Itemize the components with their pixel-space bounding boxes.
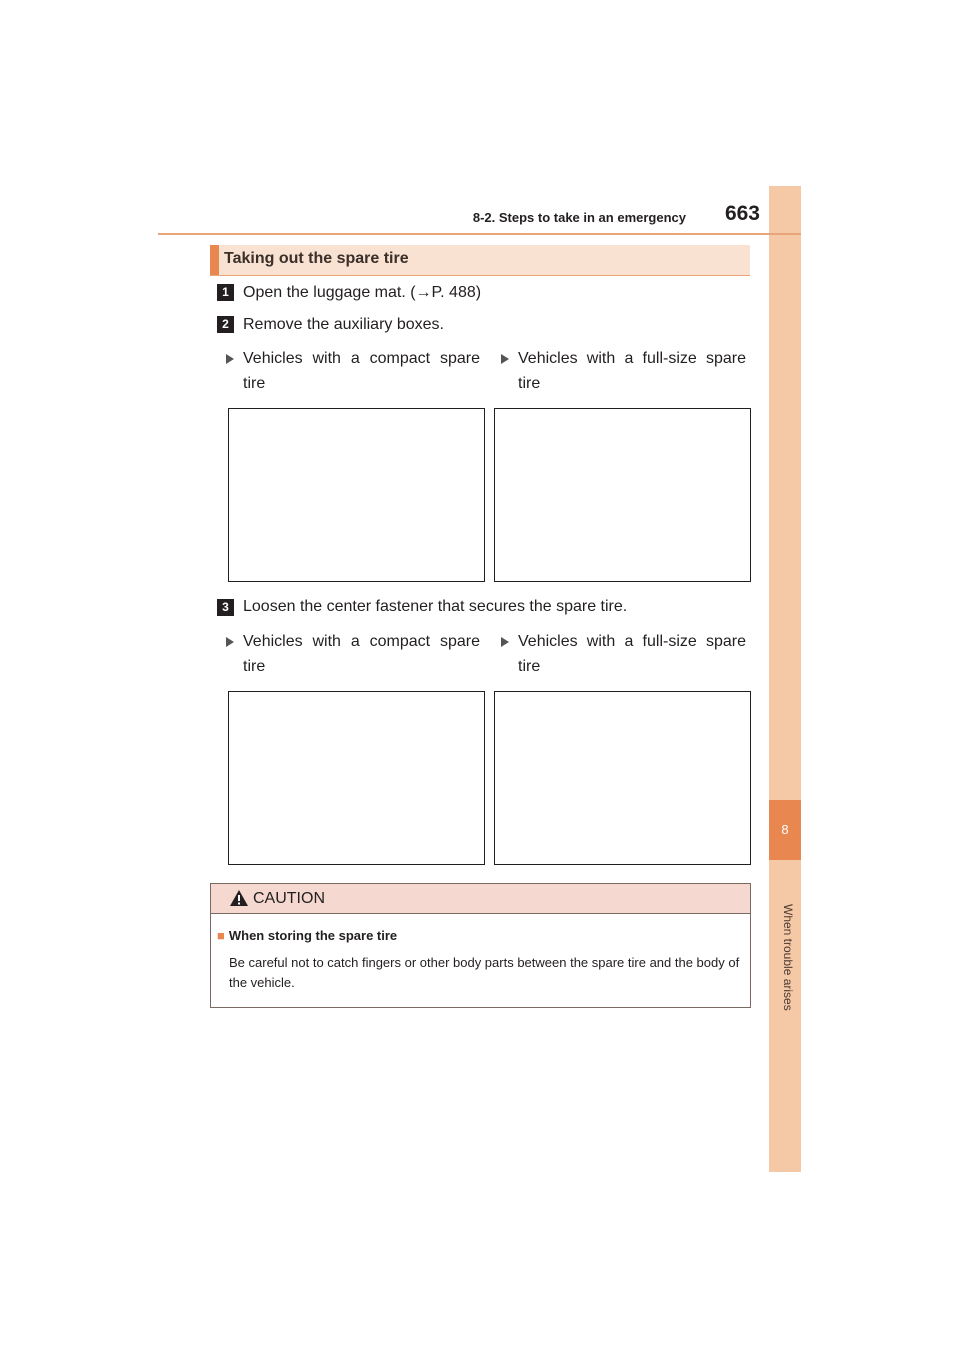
illustration-compact-spare-fastener [228,691,485,865]
section-heading-text: Taking out the spare tire [224,250,409,267]
running-header-section: 8-2. Steps to take in an emergency [472,210,686,225]
caution-subheading-text: When storing the spare tire [228,928,398,943]
section-heading [210,245,750,276]
step-3-text: Loosen the center fastener that secures the spare tire. [243,598,628,615]
step-number-1: 1 [217,284,234,301]
chapter-label: When trouble arises [781,904,795,1011]
caution-title: CAUTION [253,890,325,907]
chapter-side-tab [769,186,801,1172]
illustration-fullsize-spare-boxes [494,408,751,582]
bullet-triangle-icon [226,637,234,647]
step-2-text: Remove the auxiliary boxes. [243,316,444,333]
warning-triangle-icon [229,889,249,907]
illustration-compact-spare-boxes [228,408,485,582]
caution-subheading [217,928,397,943]
bullet-triangle-icon [226,354,234,364]
caution-body: Be careful not to catch fingers or other body parts between the spare tire and the body of the vehicle. [229,955,740,990]
illustration-fullsize-spare-fastener [494,691,751,865]
variant-fullsize-line2: tire [518,375,541,392]
variant-compact-line2: tire [243,375,266,392]
bullet-triangle-icon [501,354,509,364]
heading-accent-bar [210,245,219,275]
caution-header [211,884,750,914]
page-number: 663 [724,202,760,225]
variant-compact-line2: tire [243,658,266,675]
square-bullet-icon: ■ [217,928,225,943]
step-number-3: 3 [217,599,234,616]
caution-box [210,883,751,1008]
step-number-2: 2 [217,316,234,333]
chapter-number: 8 [781,822,789,837]
variant-compact-line1: Vehicles with a compact spare [243,633,480,650]
variant-fullsize-line2: tire [518,658,541,675]
header-rule [158,233,801,235]
variant-compact-line1: Vehicles with a compact spare [243,350,480,367]
variant-fullsize-line1: Vehicles with a full-size spare [518,350,746,367]
bullet-triangle-icon [501,637,509,647]
variant-fullsize-line1: Vehicles with a full-size spare [518,633,746,650]
step-1-text: Open the luggage mat. (→P. 488) [243,284,482,301]
